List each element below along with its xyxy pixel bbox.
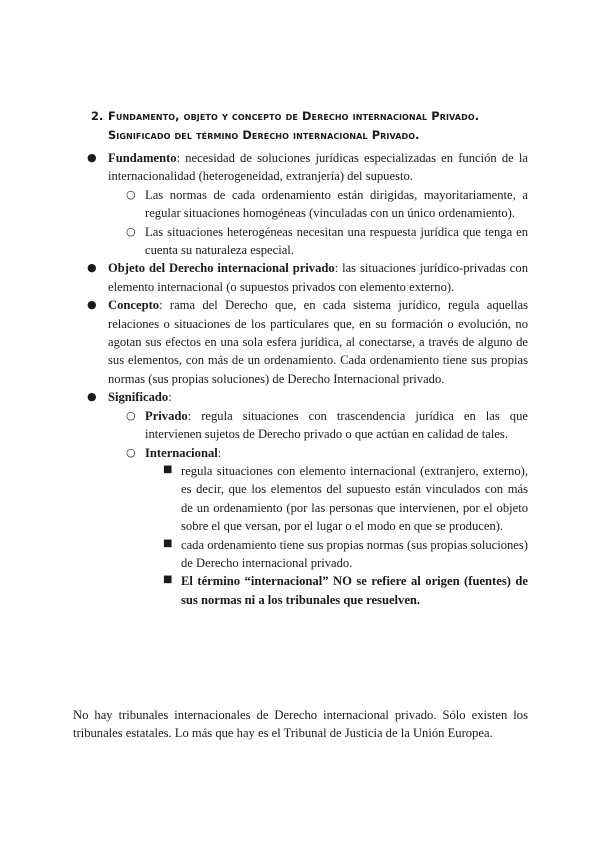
closing-paragraph: No hay tribunales internacionales de Derecho internacional privado. Sólo existen los tribunales estatales. Lo más que hay es el Tribunal de Justicia de la Unión Europea.: [73, 707, 528, 740]
concepto-label: Concepto: [108, 298, 160, 313]
square-bullet-item-2: [163, 536, 528, 573]
concepto-text: : rama del Derecho que, en cada sistema jurídico, regula aquellas relaciones o situaciones de los particulares que, en su formación o evolución, no agotan sus efectos en una sola esfera jurídica, al conectarse, a través de alguno de sus elementos, con más de un ordenamiento. Cada ordenamiento tiene sus propias normas (sus propias soluciones) de Derecho Internacional privado.: [108, 298, 528, 386]
section-heading-line1: Fundamento, objeto y concepto de Derecho internacional Privado.: [108, 109, 480, 123]
disc-bullet-icon: ●: [87, 261, 97, 275]
bullet-objeto: [87, 259, 528, 296]
square-bullet-item-1: [163, 462, 528, 536]
circle-bullet-icon: ○: [126, 408, 136, 422]
internacional-bold-item: El término “internacional” NO se refiere al origen (fuentes) de sus normas ni a los tribunales que resuelven.: [181, 574, 528, 607]
sub-bullet-fundamento-2: [126, 223, 528, 260]
section-heading: [91, 107, 531, 145]
circle-bullet-icon: ○: [126, 187, 136, 201]
square-bullet-icon: ■: [163, 537, 173, 549]
disc-bullet-icon: ●: [87, 151, 97, 164]
section-heading-line2: Significado del término Derecho internacional Privado.: [108, 128, 420, 142]
fundamento-sub-text-2: Las situaciones heterogéneas necesitan una respuesta jurídica que tenga en cuenta su naturaleza especial.: [145, 224, 528, 258]
objeto-text: : las situaciones jurídico-privadas con elemento internacional (o supuestos privados con elemento externo).: [108, 261, 528, 294]
privado-label: Privado: [145, 408, 188, 423]
bullet-concepto: [87, 296, 528, 388]
square-bullet-icon: ■: [163, 574, 173, 586]
internacional-label: Internacional: [145, 445, 218, 460]
circle-bullet-icon: ○: [126, 224, 136, 238]
fundamento-label: Fundamento: [108, 151, 177, 165]
internacional-colon: :: [217, 445, 222, 460]
bullet-significado: [87, 388, 528, 406]
section-number: 2.: [91, 109, 104, 123]
sub-bullet-internacional: [126, 444, 528, 462]
privado-text: : regula situaciones con trascendencia jurídica en las que intervienen sujetos de Derecho privado o que actúan en calidad de tales.: [145, 408, 528, 442]
internacional-item-1: regula situaciones con elemento internacional (extranjero, externo), es decir, que los elementos del supuesto están vinculados con más de un ordenamiento (por las personas que intervienen, por el objeto sobre el que versan, por el lugar o el modo en que se producen).: [181, 463, 528, 534]
disc-bullet-icon: ●: [87, 390, 97, 404]
square-bullet-item-3: [163, 572, 528, 609]
bullet-fundamento: [87, 149, 528, 186]
significado-label: Significado: [108, 390, 169, 405]
significado-colon: :: [168, 390, 172, 405]
circle-bullet-icon: ○: [126, 445, 136, 459]
internacional-item-2: cada ordenamiento tiene sus propias normas (sus propias soluciones) de Derecho internacional privado.: [181, 537, 528, 570]
disc-bullet-icon: ●: [87, 298, 97, 312]
objeto-label: Objeto del Derecho internacional privado: [108, 261, 335, 276]
square-bullet-icon: ■: [163, 463, 173, 475]
fundamento-sub-text-1: Las normas de cada ordenamiento están dirigidas, mayoritariamente, a regular situaciones homogéneas (vinculadas con un único ordenamiento).: [145, 187, 528, 221]
sub-bullet-fundamento-1: [126, 186, 528, 223]
fundamento-text: : necesidad de soluciones jurídicas especializadas en función de la internacionalidad (heterogeneidad, extranjería) del supuesto.: [108, 151, 528, 184]
sub-bullet-privado: [126, 407, 528, 444]
document-body: [0, 149, 600, 609]
